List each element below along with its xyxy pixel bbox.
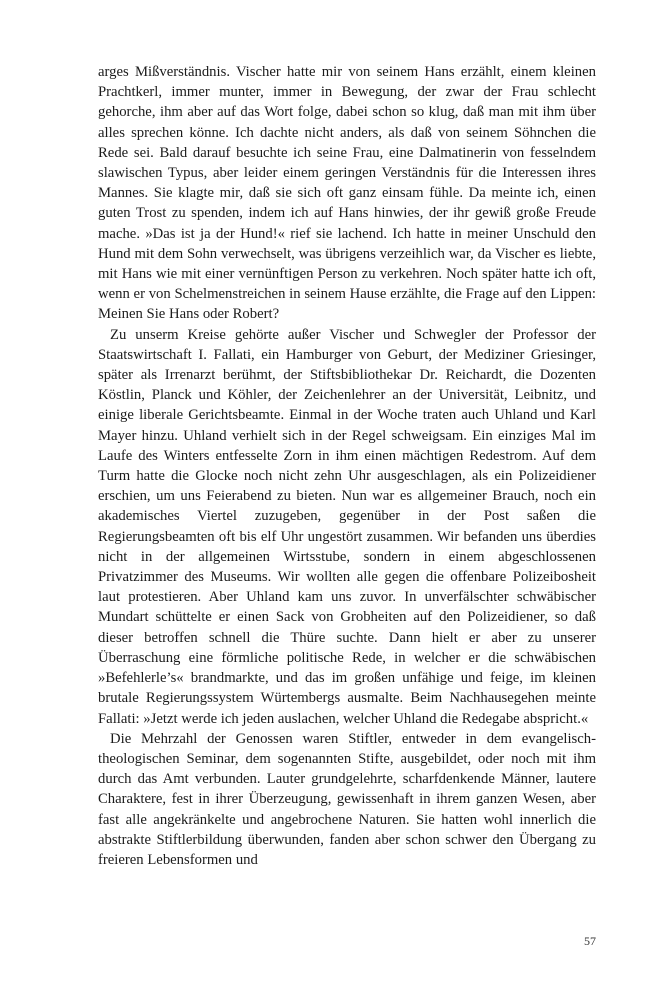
body-text	[98, 62, 596, 870]
paragraph-3: Die Mehrzahl der Genossen waren Stiftler, entweder in dem evangelisch-theologischen Seminar, dem sogenannten Stifte, ausgebildet, oder noch mit ihm durch das Amt verbunden. Lauter grundgelehrte, scharfdenkende Männer, lautere Charaktere, fest in ihrer Überzeugung, gewissenhaft in ihrem ganzen Wesen, aber fast alle angekränkelte und angebrochene Naturen. Sie hatten wohl innerlich die abstrakte Stiftlerbildung überwunden, fanden aber schon schwer den Übergang zu freieren Lebensformen und	[98, 730, 596, 868]
page-number: 57	[584, 934, 596, 948]
paragraph-2: Zu unserm Kreise gehörte außer Vischer und Schwegler der Professor der Staatswirtschaft I. Fallati, ein Hamburger von Geburt, der Mediziner Griesinger, später als Irrenarzt berühmt, der Stiftsbibliothekar Dr. Reichardt, die Dozenten Köstlin, Planck und Köhler, der Zeichenlehrer an der Universität, Leibnitz, und einige liberale Gerichtsbeamte. Einmal in der Woche traten auch Uhland und Karl Mayer hinzu. Uhland verhielt sich in der Regel schweigsam. Ein einziges Mal im Laufe des Winters entfesselte Zorn in ihm einen mächtigen Redestrom. Auf dem Turm hatte die Glocke noch nicht zehn Uhr ausgeschlagen, als ein Polizeidiener erschien, um uns Feierabend zu bieten. Nun war es allgemeiner Brauch, noch ein akademisches Viertel zuzugeben, gegenüber in der Post saßen die Regierungsbeamten oft bis elf Uhr ungestört zusammen. Wir befanden uns überdies nicht in der allgemeinen Wirtsstube, sondern in einem abgeschlossenen Privatzimmer des Museums. Wir wollten alle gegen die offenbare Polizeibosheit laut protestieren. Aber Uhland kam uns zuvor. In unverfälschter schwäbischer Mundart schüttelte er einen Sack von Grobheiten auf den Polizeidiener, so daß dieser betroffen schnell die Thüre suchte. Dann hielt er aber zu unserer Überraschung eine förmliche politische Rede, in welcher er die schwäbischen »Befehlerle’s« brandmarkte, und das im großen unfähige und feige, im kleinen brutale Regierungssystem Würtembergs ausmalte. Beim Nachhausegehen meinte Fallati: »Jetzt werde ich jeden auslachen, welcher Uhland die Redegabe abspricht.«	[98, 326, 596, 727]
paragraph-1: arges Mißverständnis. Vischer hatte mir von seinem Hans erzählt, einem kleinen Prachtkerl, immer munter, immer in Bewegung, der zwar der Frau schlecht gehorche, ihm aber auf das Wort folge, dabei schon so klug, daß man mit ihm über alles sprechen könne. Ich dachte nicht anders, als daß von seinem Söhnchen die Rede sei. Bald darauf besuchte ich seine Frau, eine Dalmatinerin von fesselndem slawischen Typus, aber leider einem geringen Verständnis für die Interessen ihres Mannes. Sie klagte mir, daß sie sich oft ganz einsam fühle. Da meinte ich, einen guten Trost zu spenden, indem ich auf Hans hinwies, der ihr gewiß große Freude mache. »Das ist ja der Hund!« rief sie lachend. Ich hatte in meiner Unschuld den Hund mit dem Sohn verwechselt, was übrigens verzeihlich war, da Vischer es liebte, mit Hans wie mit einer vernünftigen Person zu verkehren. Noch später hatte ich oft, wenn er von Schelmenstreichen in seinem Hause erzählte, die Frage auf den Lippen: Meinen Sie Hans oder Robert?	[98, 64, 596, 323]
